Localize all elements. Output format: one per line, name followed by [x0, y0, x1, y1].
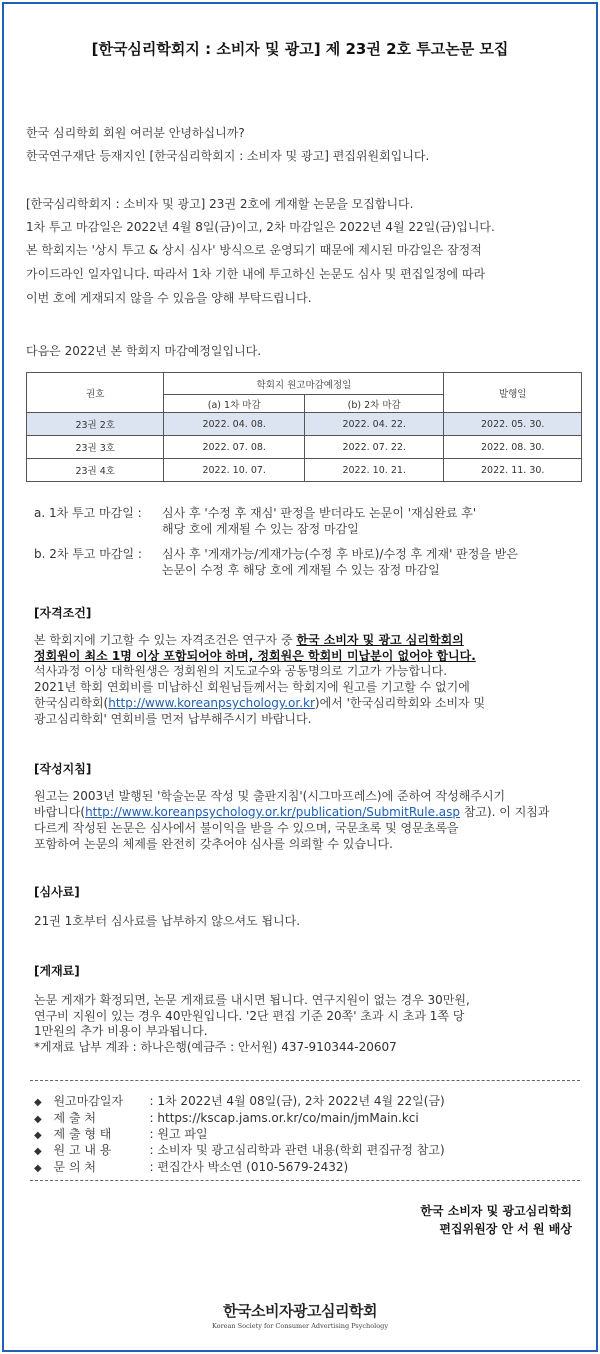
qualification-line-3: 석사과정 이상 대학원생은 정회원의 지도교수와 공동명의로 기고가 가능합니다. [34, 664, 448, 678]
publication-fee-line-1: 논문 게재가 확정되면, 논문 게재료를 내시면 됩니다. 연구지원이 없는 경우 30만원, [34, 993, 470, 1007]
qualification-plain-text: 본 학회지에 기고할 수 있는 자격조건은 연구자 중 [34, 633, 297, 647]
guidelines-line-3: 다르게 작성된 논문은 심사에서 불이익을 받을 수 있으며, 국문초록 및 영문초록을 [34, 821, 459, 835]
deadline-table [26, 372, 582, 482]
summary-row [34, 1125, 208, 1142]
cell-pub: 2022. 05. 30. [444, 413, 582, 436]
signature-editor: 편집위원장 안 서 원 배상 [439, 1222, 572, 1236]
table-row [27, 459, 582, 482]
society-logo: 한국소비자광고심리학회 [223, 1302, 377, 1320]
note-b-line-1: 심사 후 '게재가능/게재가능(수정 후 바로)/수정 후 게재' 판정을 받은 [162, 547, 518, 561]
call-line-1: [한국심리학회지 : 소비자 및 광고] 23권 2호에 게재할 논문을 모집합니다. [26, 197, 414, 211]
guidelines-line-2-pre: 바랍니다( [34, 805, 86, 819]
koreanpsychology-link[interactable]: http://www.koreanpsychology.or.kr [108, 696, 315, 710]
submit-rule-link[interactable]: http://www.koreanpsychology.or.kr/publication/SubmitRule.asp [85, 805, 460, 819]
publication-fee-heading: [게재료] [34, 964, 80, 978]
summary-value: : 1차 2022년 4월 08일(금), 2차 2022년 4월 22일(금) [149, 1094, 445, 1108]
cell-pub: 2022. 08. 30. [444, 436, 582, 459]
table-row [27, 413, 582, 436]
guidelines-line-1: 원고는 2003년 발행된 '학술논문 작성 및 출판지침'(시그마프레스)에 준하여 작성해주시기 [34, 789, 506, 803]
diamond-icon: ◆ [34, 1097, 42, 1108]
guidelines-line-2-post: 참고). 이 지침과 [460, 805, 550, 819]
guidelines-heading: [작성지침] [34, 762, 92, 776]
summary-label: 제 출 처 [53, 1111, 96, 1125]
summary-label: 문 의 처 [53, 1160, 96, 1174]
header-issue: 권호 [27, 373, 164, 413]
header-publication: 발행일 [444, 373, 582, 413]
qualification-bold-text: 한국 소비자 및 광고 심리학회의 [296, 633, 464, 647]
diamond-icon: ◆ [34, 1114, 42, 1125]
note-a-line-2: 해당 호에 게재될 수 있는 잠정 마감일 [162, 522, 359, 536]
summary-row [34, 1109, 419, 1126]
note-a-line-1: 심사 후 '수정 후 재심' 판정을 받더라도 논문이 '재심완료 후' [162, 506, 477, 520]
intro-greeting: 한국 심리학회 회원 여러분 안녕하십니까? [26, 126, 245, 140]
diamond-icon: ◆ [34, 1130, 42, 1141]
cell-issue: 23권 3호 [27, 436, 164, 459]
signature-society: 한국 소비자 및 광고심리학회 [420, 1204, 572, 1218]
summary-value: : 원고 파일 [149, 1127, 208, 1141]
summary-label: 원고마감일자 [53, 1094, 124, 1108]
header-second-deadline: (b) 2차 마감 [304, 395, 444, 413]
diamond-icon: ◆ [34, 1163, 42, 1174]
schedule-intro: 다음은 2022년 본 학회지 마감예정일입니다. [26, 344, 262, 358]
review-fee-heading: [심사료] [34, 885, 80, 899]
summary-row [34, 1158, 348, 1175]
intro-editorial: 한국연구재단 등재지인 [한국심리학회지 : 소비자 및 광고] 편집위원회입니다. [26, 149, 430, 163]
call-line-3: 본 학회지는 '상시 투고 & 상시 심사' 방식으로 운영되기 때문에 제시된 마감일은 잠정적 [26, 243, 482, 257]
cell-first: 2022. 04. 08. [164, 413, 305, 436]
header-first-deadline: (a) 1차 마감 [164, 395, 305, 413]
summary-row [34, 1141, 445, 1158]
cell-second: 2022. 07. 22. [304, 436, 444, 459]
summary-divider-top [30, 1080, 580, 1081]
note-b-line-2: 논문이 수정 후 해당 호에 게재될 수 있는 잠정 마감일 [162, 563, 440, 577]
guidelines-line-2 [34, 803, 550, 820]
qualification-line-5-pre: 한국심리학회( [34, 696, 109, 710]
header-deadline-group: 학회지 원고마감예정일 [164, 373, 444, 395]
society-logo-subtitle: Korean Society for Consumer Advertising Psychology [211, 1322, 388, 1330]
guidelines-line-4: 포함하여 논문의 체제를 완전히 갖추어야 심사를 의뢰할 수 있습니다. [34, 837, 393, 851]
table-row [27, 436, 582, 459]
qualification-line-2: 정회원이 최소 1명 이상 포함되어야 하며, 정회원은 학회비 미납분이 없어야 합니다. [34, 649, 476, 663]
summary-value: : 소비자 및 광고심리학과 관련 내용(학회 편집규정 참고) [149, 1143, 445, 1157]
summary-value: : https://kscap.jams.or.kr/co/main/jmMain.kci [149, 1111, 419, 1125]
review-fee-line-1: 21권 1호부터 심사료를 납부하지 않으셔도 됩니다. [34, 914, 301, 928]
summary-label: 원 고 내 용 [53, 1143, 112, 1157]
publication-fee-line-3: 1만원의 추가 비용이 부과됩니다. [34, 1024, 208, 1038]
summary-divider-bottom [30, 1180, 580, 1181]
call-line-2: 1차 투고 마감일은 2022년 4월 8일(금)이고, 2차 마감일은 2022년 4월 22일(금)입니다. [26, 220, 495, 234]
qualification-line-4: 2021년 학회 연회비를 미납하신 회원님들께서는 학회지에 원고를 기고할 수 없기에 [34, 680, 470, 694]
qualification-line-5 [34, 694, 485, 711]
cell-second: 2022. 04. 22. [304, 413, 444, 436]
cell-first: 2022. 10. 07. [164, 459, 305, 482]
publication-fee-line-4: *게재료 납부 계좌 : 하나은행(예금주 : 안서원) 437-910344-20607 [34, 1040, 397, 1054]
cell-issue: 23권 4호 [27, 459, 164, 482]
call-line-5: 이번 호에 게재되지 않을 수 있음을 양해 부탁드립니다. [26, 291, 312, 305]
summary-value: : 편집간사 박소연 (010-5679-2432) [149, 1160, 349, 1174]
qualification-heading: [자격조건] [34, 606, 92, 620]
cell-issue: 23권 2호 [27, 413, 164, 436]
note-a-label: a. 1차 투고 마감일 : [34, 506, 142, 520]
cell-pub: 2022. 11. 30. [444, 459, 582, 482]
qualification-line-6: 광고심리학회' 연회비를 먼저 납부해주시기 바랍니다. [34, 712, 312, 726]
page-frame [2, 2, 598, 1352]
qualification-line-1 [34, 631, 464, 648]
page-title: [한국심리학회지 : 소비자 및 광고] 제 23권 2호 투고논문 모집 [91, 40, 509, 58]
summary-row [34, 1092, 445, 1109]
cell-first: 2022. 07. 08. [164, 436, 305, 459]
call-line-4: 가이드라인 일자입니다. 따라서 1차 기한 내에 투고하신 논문도 심사 및 편집일정에 따라 [26, 267, 486, 281]
summary-label: 제 출 형 태 [53, 1127, 112, 1141]
qualification-line-5-post: )에서 '한국심리학회와 소비자 및 [314, 696, 486, 710]
note-b-label: b. 2차 투고 마감일 : [34, 547, 142, 561]
publication-fee-line-2: 연구비 지원이 있는 경우 40만원입니다. '2단 편집 기준 20쪽' 초과 시 초과 1쪽 당 [34, 1009, 465, 1023]
diamond-icon: ◆ [34, 1146, 42, 1157]
cell-second: 2022. 10. 21. [304, 459, 444, 482]
